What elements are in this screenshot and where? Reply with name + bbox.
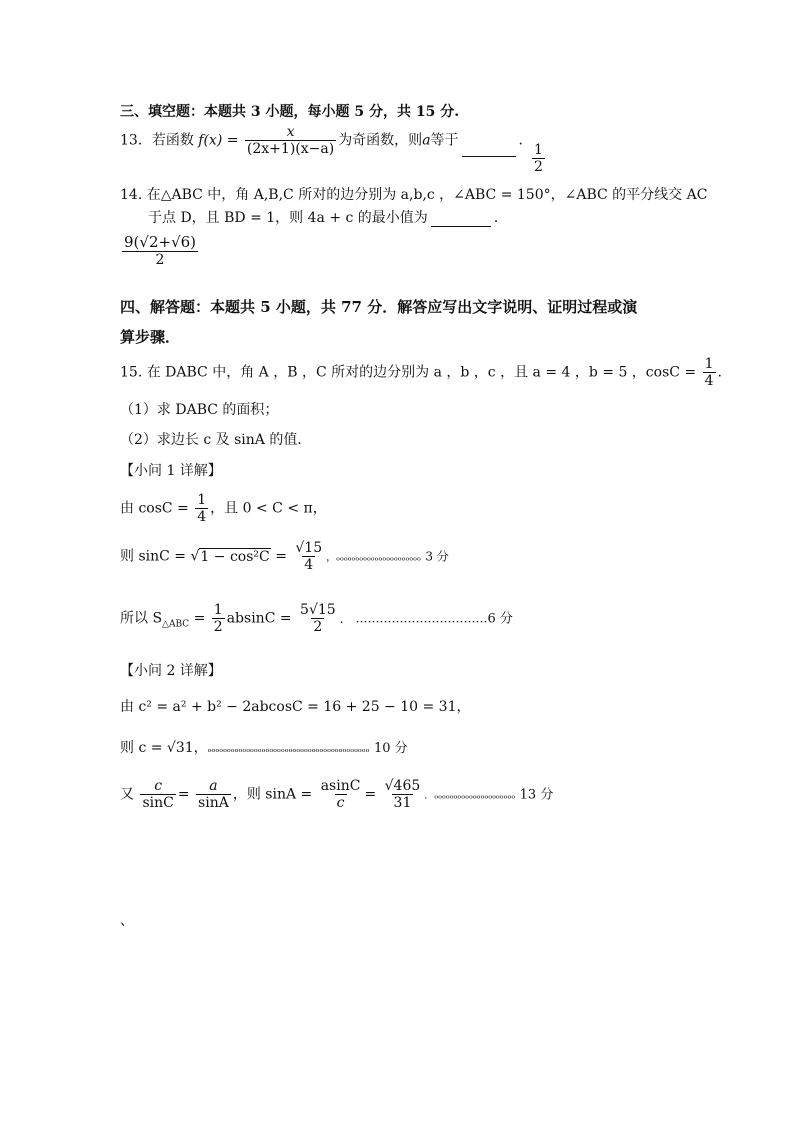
q15-s2-line2-pre: 则 c = √31， bbox=[120, 740, 208, 756]
q13-answer-num: 1 bbox=[534, 142, 543, 158]
q15-s2-score: 13 分 bbox=[519, 787, 554, 803]
q15-s1-line3-mid: absinC = bbox=[226, 610, 292, 627]
q13-fraction-num: x bbox=[286, 124, 295, 140]
q15-s1-line2-score: 3 分 bbox=[425, 549, 449, 564]
q13-fx: f(x) = bbox=[198, 132, 239, 149]
section4-heading-line2: 算步骤． bbox=[120, 328, 181, 346]
q15-s1-line2-sqrt: 1 − cos²C bbox=[200, 548, 270, 565]
q15-s1-line3-den: 2 bbox=[313, 619, 323, 636]
q15-s1-line2-frac bbox=[293, 540, 324, 573]
q15-s1-line2: 则 sinC = √1 − cos²C = $\frac{√15}{4}$ ，ₒₒₒₒₒₒₒₒₒₒₒₒₒₒₒₒₒₒₒₒₒₒ 3 分 bbox=[120, 540, 449, 574]
q14-answer-frac bbox=[122, 234, 198, 268]
q15-stem-text: 15. 在 DABC 中，角 A ，B ，C 所对的边分别为 a ，b ，c ，且 a = 4 ，b = 5 ，cosC = bbox=[120, 364, 697, 381]
q14-answer-den: 2 bbox=[122, 251, 198, 268]
q13-number: 13． bbox=[120, 132, 152, 149]
q15-s2-f2-num: a bbox=[209, 778, 218, 794]
q15-s1-line1 bbox=[120, 492, 327, 525]
q15-s1-line3-fden: 2 bbox=[213, 619, 223, 636]
q15-sub2-title: 【小问 2 详解】 bbox=[120, 663, 222, 679]
q15-s1-line2-eq: = bbox=[275, 548, 287, 565]
q15-stem-end: . bbox=[717, 364, 722, 381]
q15-stem bbox=[120, 356, 722, 389]
q15-part2: （2）求边长 c 及 sinA 的值． bbox=[120, 432, 312, 448]
q15-s2-f1-num: c bbox=[154, 778, 163, 794]
q15-s2-line2-dots: ₒₒₒₒₒₒₒₒₒₒₒₒₒₒₒₒₒₒₒₒₒₒₒₒₒₒₒₒₒₒₒₒₒₒₒₒₒₒₒₒₒₒ bbox=[207, 744, 370, 755]
q15-s2-f3-den: c bbox=[336, 795, 345, 812]
q15-s1-line3-sub: △ABC bbox=[162, 619, 190, 630]
q15-s2-mid: ，则 sinA = bbox=[232, 786, 313, 803]
q15-s2-dots: ．ₒₒₒₒₒₒₒₒₒₒₒₒₒₒₒₒₒₒₒₒₒ bbox=[424, 790, 516, 802]
q15-s2-line3-pre: 又 bbox=[120, 786, 134, 803]
q15-sub1-title: 【小问 1 详解】 bbox=[120, 463, 222, 479]
q15-s1-line3-eq: = bbox=[193, 610, 206, 627]
q13-text-post: 为奇函数，则 bbox=[338, 132, 423, 149]
q15-s2-f4-num: √465 bbox=[384, 778, 421, 794]
q15-s1-line3 bbox=[120, 602, 513, 635]
q14-line1: 14. 在△ABC 中，角 A,B,C 所对的边分别为 a,b,c ，∠ABC = 150°，∠ABC 的平分线交 AC bbox=[120, 187, 708, 203]
q13-fraction bbox=[245, 124, 336, 157]
q15-s2-f2-den: sinA bbox=[198, 795, 229, 812]
q15-part1: （1）求 DABC 的面积； bbox=[120, 402, 279, 418]
q15-stem-frac-den: 4 bbox=[704, 373, 714, 390]
q15-s1-line3-frac1 bbox=[212, 602, 225, 635]
section4-heading-line1: 四、解答题：本题共 5 小题，共 77 分．解答应写出文字说明、证明过程或演 bbox=[120, 298, 638, 316]
q15-s1-line2-dots: ，ₒₒₒₒₒₒₒₒₒₒₒₒₒₒₒₒₒₒₒₒₒₒ bbox=[326, 552, 421, 564]
stray-mark: 、 bbox=[120, 913, 134, 929]
q14-answer bbox=[120, 234, 200, 268]
q15-s2-frac2 bbox=[196, 778, 231, 811]
q13-fraction-den: (2x+1)(x−a) bbox=[246, 141, 335, 158]
q15-s2-frac1 bbox=[140, 778, 175, 811]
q15-s1-line3-score: 6 分 bbox=[487, 611, 513, 627]
q15-s1-line2-num: √15 bbox=[295, 540, 323, 556]
q15-s1-line2-den: 4 bbox=[304, 557, 314, 574]
q15-stem-frac bbox=[703, 356, 716, 389]
q13-answer bbox=[530, 142, 547, 175]
q13-answer-blank bbox=[462, 156, 516, 157]
q13-var-a: a bbox=[422, 132, 431, 149]
q15-s1-line2-pre: 则 sinC = bbox=[120, 548, 187, 565]
q13-period: ． bbox=[518, 132, 533, 149]
q15-s1-line3-frac2 bbox=[298, 602, 338, 635]
q15-s2-line3 bbox=[120, 778, 553, 811]
q15-s2-line2-score: 10 分 bbox=[373, 741, 408, 756]
q15-stem-frac-num: 1 bbox=[704, 356, 714, 372]
q14-answer-num: 9(√2+√6) bbox=[124, 233, 197, 251]
question-13 bbox=[120, 124, 533, 157]
section3-heading: 三、填空题：本题共 3 小题，每小题 5 分，共 15 分. bbox=[120, 104, 460, 120]
q14-line2: 于点 D，且 BD = 1，则 4a + c 的最小值为 bbox=[148, 210, 428, 226]
q14-line2-wrap bbox=[148, 207, 508, 227]
q15-s2-line1: 由 c² = a² + b² − 2abcosC = 16 + 25 − 10 = 31， bbox=[120, 699, 471, 715]
q13-text-pre: 若函数 bbox=[151, 132, 194, 149]
q15-s2-line2 bbox=[120, 737, 408, 757]
q14-period: ． bbox=[493, 210, 508, 226]
q15-s2-f1-den: sinC bbox=[142, 795, 174, 812]
q13-text-tail: 等于 bbox=[430, 132, 459, 149]
q15-s1-line1-pre: 由 cosC = bbox=[120, 500, 189, 517]
q14-answer-blank bbox=[431, 226, 491, 227]
q15-s1-line1-den: 4 bbox=[197, 509, 207, 526]
q15-s2-eq2: = bbox=[364, 786, 377, 803]
q15-s2-frac3 bbox=[319, 778, 363, 811]
q15-s2-frac4 bbox=[383, 778, 423, 811]
q15-s2-eq1: = bbox=[177, 786, 190, 803]
q15-s2-f3-num: asinC bbox=[320, 778, 361, 794]
q15-s1-line3-num: 5√15 bbox=[300, 602, 336, 618]
q13-answer-frac bbox=[532, 142, 545, 175]
q15-s1-line3-pre: 所以 S bbox=[120, 610, 163, 627]
q15-s1-line1-frac bbox=[195, 492, 208, 525]
q15-s1-line1-post: ，且 0 < C < π， bbox=[210, 500, 327, 517]
q13-answer-den: 2 bbox=[534, 159, 543, 176]
q15-s1-line1-num: 1 bbox=[197, 492, 207, 508]
q15-s1-line3-fnum: 1 bbox=[213, 602, 223, 618]
q15-s1-line3-dots: ． …………………………… bbox=[339, 611, 488, 626]
q15-s2-f4-den: 31 bbox=[393, 795, 412, 812]
